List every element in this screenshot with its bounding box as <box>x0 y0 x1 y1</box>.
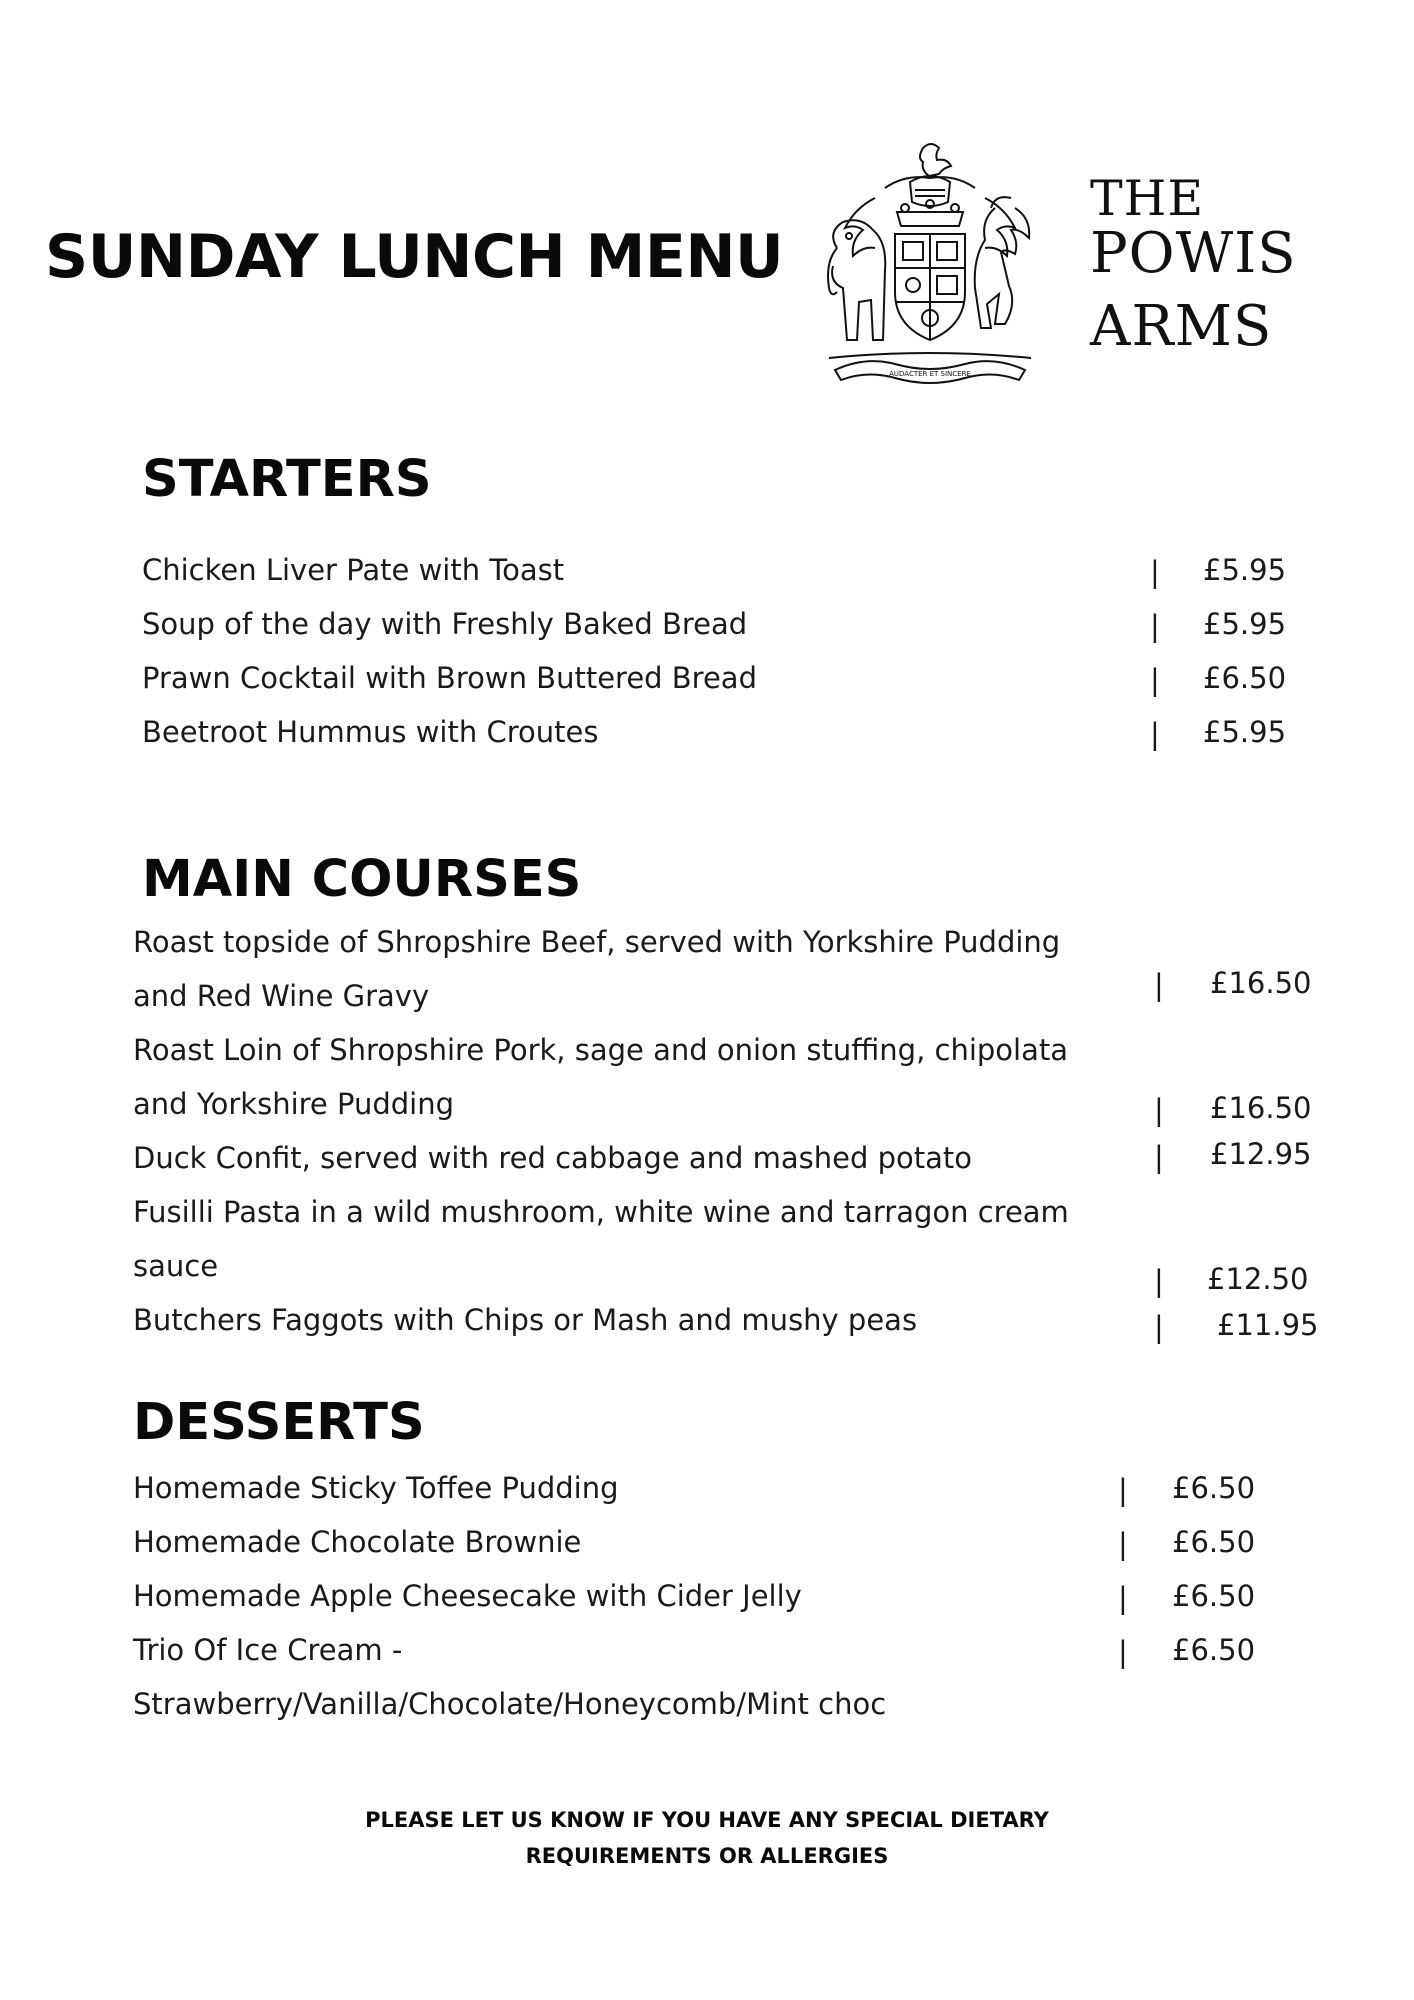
desserts-heading: DESSERTS <box>133 1393 425 1452</box>
price-separator: | <box>1150 717 1160 751</box>
starter-item-price: £5.95 <box>1203 607 1287 641</box>
starter-item-name: Beetroot Hummus with Croutes <box>142 715 599 749</box>
starter-item-price: £5.95 <box>1203 553 1287 587</box>
dessert-item-line2: Strawberry/Vanilla/Chocolate/Honeycomb/Mint choc <box>133 1687 887 1721</box>
price-separator: | <box>1150 609 1160 643</box>
price-separator: | <box>1150 555 1160 589</box>
main-item-line1: Butchers Faggots with Chips or Mash and mushy peas <box>133 1303 918 1337</box>
dessert-item-name: Homemade Sticky Toffee Pudding <box>133 1471 619 1505</box>
price-separator: | <box>1154 1264 1164 1298</box>
main-item-price: £11.95 <box>1217 1308 1319 1342</box>
main-item-price: £16.50 <box>1210 1091 1312 1125</box>
menu-title: SUNDAY LUNCH MENU <box>45 222 784 292</box>
price-separator: | <box>1150 663 1160 697</box>
dessert-item-price: £6.50 <box>1172 1525 1256 1559</box>
brand-arms: ARMS <box>1090 294 1273 359</box>
starter-item-name: Chicken Liver Pate with Toast <box>142 553 565 587</box>
main-courses-heading: MAIN COURSES <box>142 850 582 909</box>
dietary-notice-line1: PLEASE LET US KNOW IF YOU HAVE ANY SPECIAL DIETARY <box>365 1808 1049 1832</box>
price-separator: | <box>1118 1635 1128 1669</box>
main-item-line2: and Red Wine Gravy <box>133 979 430 1013</box>
main-item-price: £12.50 <box>1207 1262 1309 1296</box>
main-item-line1: Duck Confit, served with red cabbage and mashed potato <box>133 1141 973 1175</box>
main-item-line1: Roast Loin of Shropshire Pork, sage and onion stuffing, chipolata <box>133 1033 1069 1067</box>
price-separator: | <box>1154 968 1164 1002</box>
dessert-item-price: £6.50 <box>1172 1579 1256 1613</box>
brand-powis: POWIS <box>1090 221 1297 286</box>
dessert-item-price: £6.50 <box>1172 1471 1256 1505</box>
price-separator: | <box>1118 1527 1128 1561</box>
starter-item-name: Soup of the day with Freshly Baked Bread <box>142 607 748 641</box>
starter-item-name: Prawn Cocktail with Brown Buttered Bread <box>142 661 757 695</box>
dessert-item-name: Homemade Chocolate Brownie <box>133 1525 582 1559</box>
main-item-line1: Fusilli Pasta in a wild mushroom, white wine and tarragon cream <box>133 1195 1069 1229</box>
dietary-notice-line2: REQUIREMENTS OR ALLERGIES <box>525 1844 889 1868</box>
main-item-line2: sauce <box>133 1249 219 1283</box>
starter-item-price: £6.50 <box>1203 661 1287 695</box>
dessert-item-name: Homemade Apple Cheesecake with Cider Jelly <box>133 1579 802 1613</box>
main-item-line2: and Yorkshire Pudding <box>133 1087 455 1121</box>
coat-of-arms-logo <box>815 138 1045 392</box>
main-item-line1: Roast topside of Shropshire Beef, served with Yorkshire Pudding <box>133 925 1061 959</box>
dessert-item-name: Trio Of Ice Cream - <box>133 1633 403 1667</box>
price-separator: | <box>1118 1581 1128 1615</box>
dessert-item-price: £6.50 <box>1172 1633 1256 1667</box>
main-item-price: £12.95 <box>1210 1137 1312 1171</box>
price-separator: | <box>1118 1473 1128 1507</box>
price-separator: | <box>1154 1310 1164 1344</box>
main-item-price: £16.50 <box>1210 966 1312 1000</box>
price-separator: | <box>1154 1093 1164 1127</box>
starters-heading: STARTERS <box>142 450 432 509</box>
brand-the: THE <box>1090 170 1205 227</box>
price-separator: | <box>1154 1140 1164 1174</box>
crest-motto-text: AUDACTER ET SINCERE <box>889 370 971 378</box>
starter-item-price: £5.95 <box>1203 715 1287 749</box>
